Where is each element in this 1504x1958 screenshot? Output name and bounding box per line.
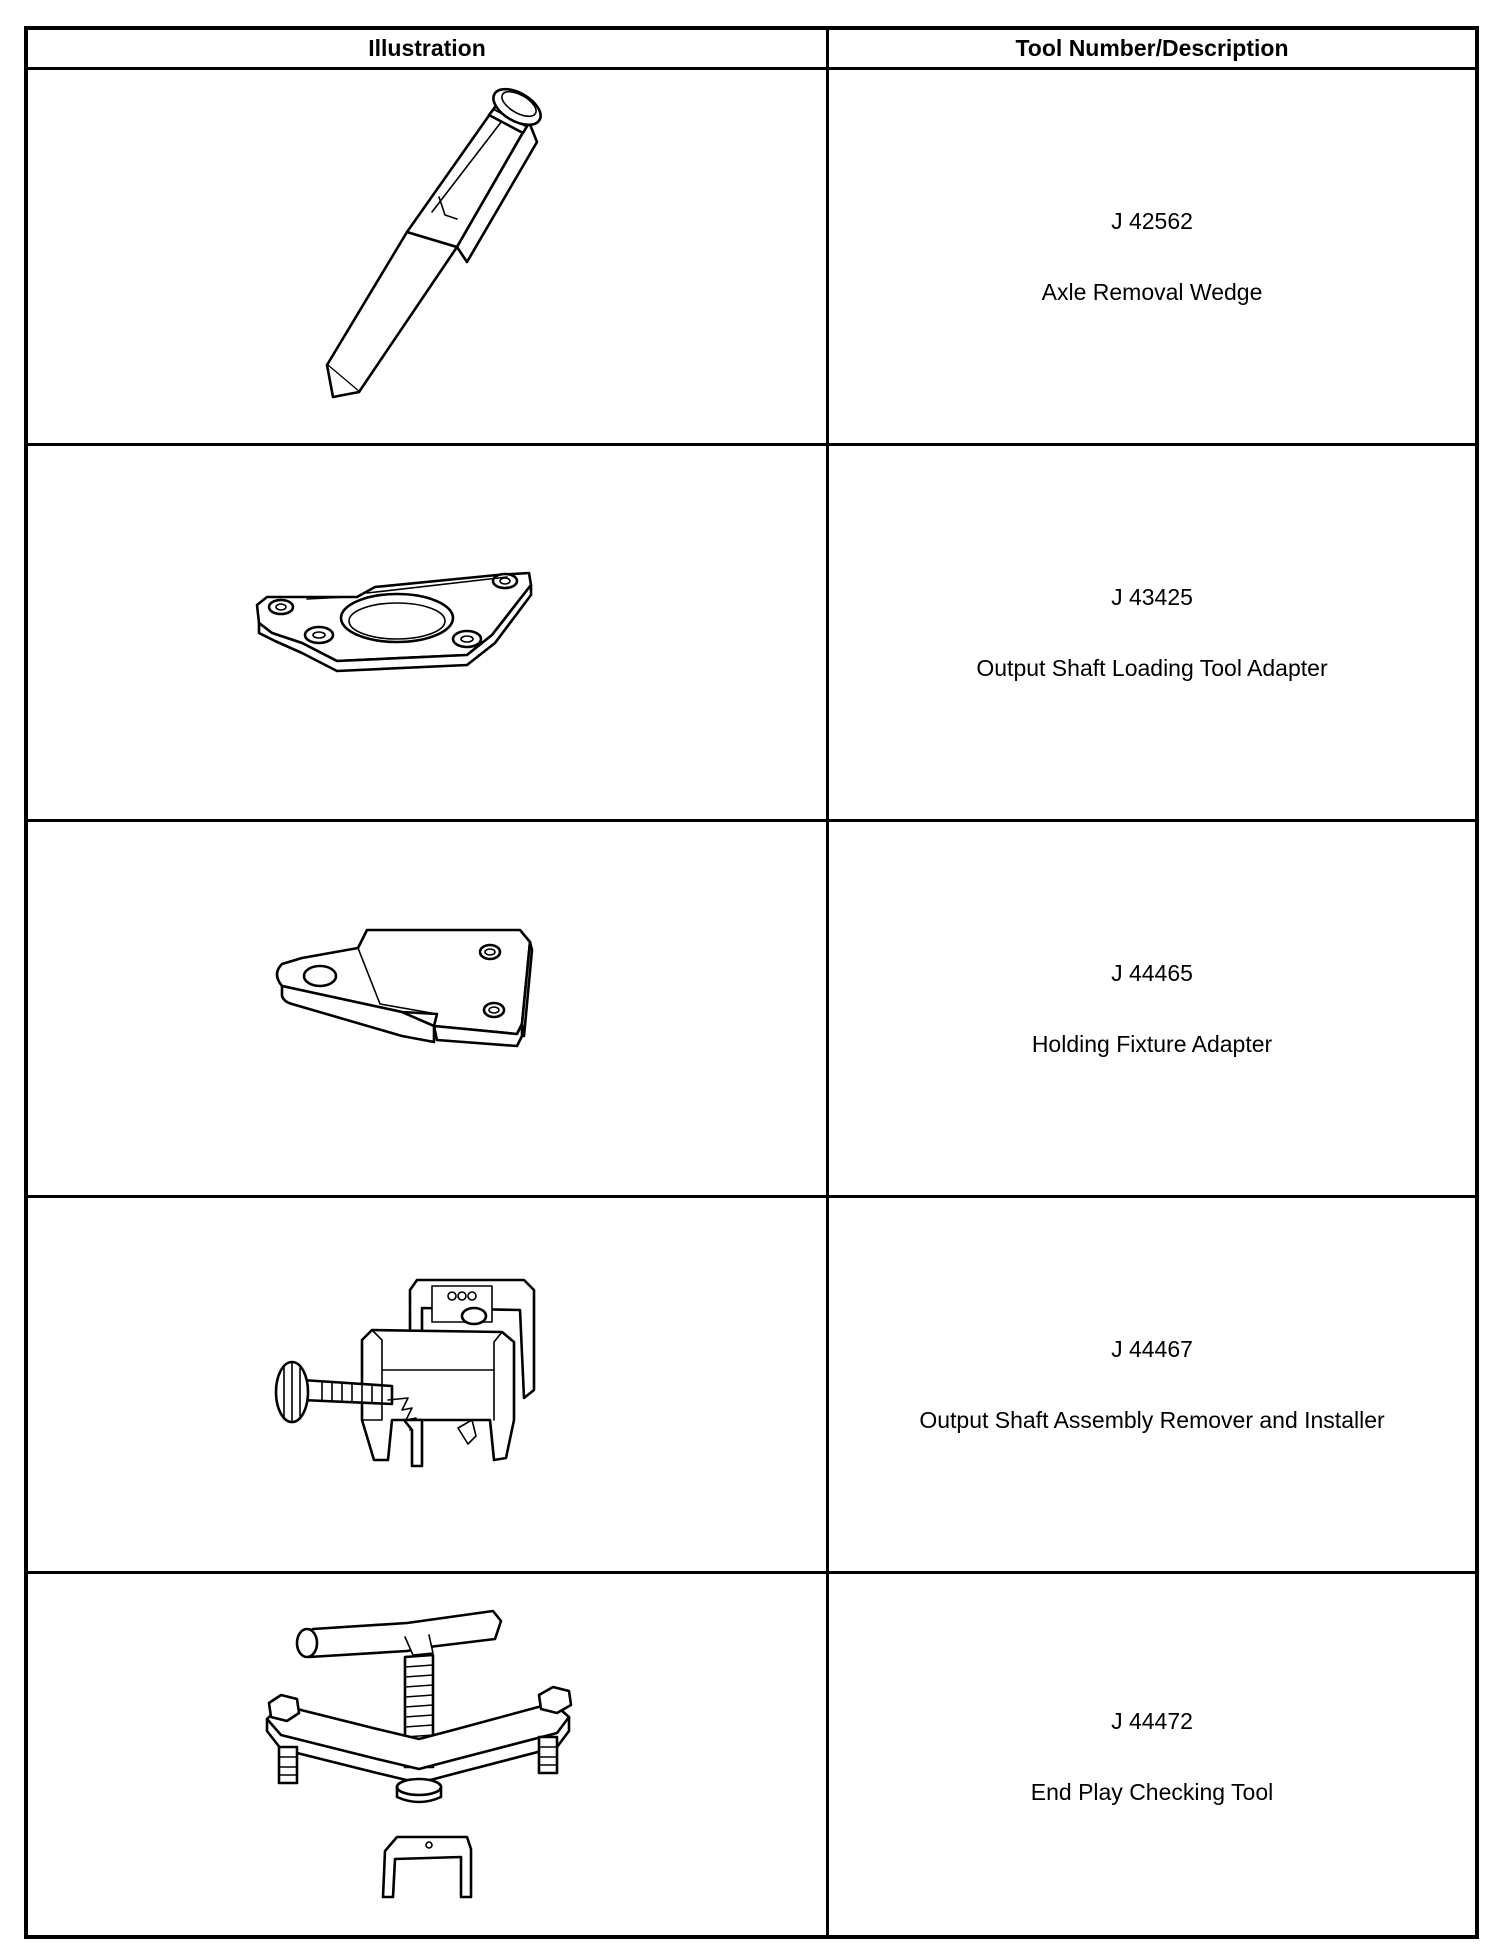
table-row: [28, 1198, 1475, 1571]
illustration-cell: [28, 1198, 826, 1571]
special-tools-table: [24, 26, 1479, 1939]
tool-number: J 42562: [1111, 207, 1193, 234]
description-cell: [829, 1574, 1475, 1939]
tool-description: Holding Fixture Adapter: [1031, 1030, 1273, 1057]
tool-number: J 44465: [1111, 959, 1193, 986]
header-tool-number-description: Tool Number/Description: [1015, 35, 1289, 61]
table-row: [28, 1574, 1475, 1939]
tool-description: Output Shaft Assembly Remover and Installer: [919, 1406, 1385, 1433]
tool-number: J 43425: [1111, 583, 1193, 610]
table-row: [28, 822, 1475, 1195]
end-play-checking-tool-icon: [257, 1607, 597, 1907]
description-cell: [829, 446, 1475, 819]
illustration-cell: [28, 1574, 826, 1939]
tool-number: J 44472: [1111, 1707, 1193, 1734]
tool-description: Output Shaft Loading Tool Adapter: [976, 654, 1328, 681]
axle-removal-wedge-icon: [267, 87, 587, 427]
description-cell: [829, 70, 1475, 443]
tool-number: J 44467: [1111, 1335, 1193, 1362]
holding-fixture-adapter-icon: [262, 924, 592, 1094]
header-illustration: Illustration: [368, 35, 486, 61]
table-row: [28, 70, 1475, 443]
description-cell: [829, 1198, 1475, 1571]
shaft-remover-installer-icon: [262, 1270, 592, 1500]
illustration-cell: [28, 822, 826, 1195]
illustration-cell: [28, 446, 826, 819]
table-row: [28, 446, 1475, 819]
illustration-cell: [28, 70, 826, 443]
description-cell: [829, 822, 1475, 1195]
tool-description: Axle Removal Wedge: [1041, 278, 1263, 305]
tool-description: End Play Checking Tool: [1030, 1778, 1274, 1805]
loading-tool-adapter-icon: [247, 563, 607, 703]
